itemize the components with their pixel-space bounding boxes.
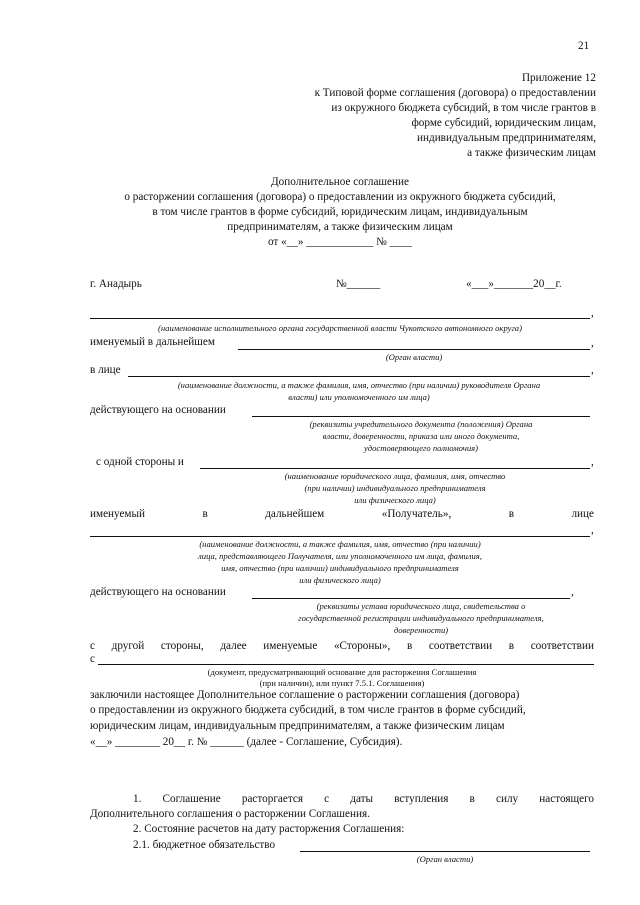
- comma: ,: [591, 364, 594, 376]
- comma: ,: [591, 307, 594, 319]
- word: именуемый: [90, 508, 146, 520]
- document-hint: (документ, предусматривающий основание для расторжения Соглашения: [207, 667, 477, 677]
- word: дальнейшем: [265, 508, 325, 520]
- comma: ,: [591, 337, 594, 349]
- word: силу: [496, 793, 519, 805]
- page-number: 21: [578, 40, 590, 52]
- title-date-number: от «__» ____________ № ____: [267, 236, 413, 248]
- word: в: [469, 793, 475, 805]
- acting-line: [252, 416, 590, 417]
- appendix-line: индивидуальным предпринимателям,: [417, 132, 596, 144]
- clause-1-line-2: Дополнительного соглашения о расторжении Соглашения.: [90, 808, 370, 820]
- appendix-line: Приложение 12: [521, 72, 596, 84]
- word: в: [406, 640, 413, 652]
- requisites-hint: (реквизиты учредительного документа (положения) Органа: [309, 419, 533, 429]
- document-line: [98, 664, 594, 665]
- recipient-position-hint: или физического лица): [299, 575, 381, 585]
- appendix-line: к Типовой форме соглашения (договора) о предоставлении: [314, 87, 596, 99]
- recipient-phrase: [90, 508, 594, 520]
- charter-line: [252, 598, 570, 599]
- position-hint: (наименование должности, а также фамилия, имя, отчество (при наличии) руководителя Органа: [177, 380, 541, 390]
- title-line: предпринимателям, а также физическим лицам: [227, 221, 453, 233]
- organ-hint: (наименование исполнительного органа государственной власти Чукотского автономного округа): [158, 323, 522, 333]
- document-hint: (при наличии), или пункт 7.5.1. Соглашения): [259, 678, 425, 688]
- legal-entity-hint: или физического лица): [354, 495, 436, 505]
- recipient-position-hint: лица, представляющего Получателя, или уполномоченного им лица, фамилия,: [198, 551, 482, 561]
- agreement-date: «___»_______20__г.: [466, 278, 562, 290]
- word: с: [324, 793, 330, 805]
- organ-vlasti-hint: (Орган власти): [385, 352, 443, 362]
- in-person-line: [128, 376, 590, 377]
- word: именуемые: [263, 640, 318, 652]
- clause-2-1-hint: (Орган власти): [416, 854, 474, 864]
- appendix-line: форме субсидий, юридическим лицам,: [411, 117, 596, 129]
- word: лице: [571, 508, 594, 520]
- word: стороны,: [160, 640, 204, 652]
- city: г. Анадырь: [90, 278, 142, 290]
- recipient-position-hint: имя, отчество (при наличии) индивидуального предпринимателя: [221, 563, 459, 573]
- organ-name-line: [90, 318, 590, 319]
- charter-hint: доверенности): [393, 625, 449, 635]
- with-label: с: [90, 653, 95, 665]
- acting-label: действующего на основании: [90, 404, 226, 416]
- charter-hint: государственной регистрации индивидуального предпринимателя,: [298, 613, 544, 623]
- position-hint: власти) или уполномоченного им лица): [288, 392, 430, 402]
- appendix-line: из окружного бюджета субсидий, в том числе грантов в: [331, 102, 596, 114]
- body-line: заключили настоящее Дополнительное соглашение о расторжении соглашения (договора): [90, 689, 520, 701]
- word: 1.: [133, 793, 142, 805]
- legal-entity-line: [200, 468, 590, 469]
- word: вступления: [394, 793, 449, 805]
- legal-entity-hint: (при наличии) индивидуального предпринимателя: [304, 483, 486, 493]
- comma: ,: [571, 586, 574, 598]
- named-label: именуемый в дальнейшем: [90, 336, 215, 348]
- recipient-position-hint: (наименование должности, а также фамилия, имя, отчество (при наличии): [199, 539, 481, 549]
- title-line: Дополнительное соглашение: [271, 176, 409, 188]
- word: в: [508, 508, 514, 520]
- comma: ,: [591, 524, 594, 536]
- word: другой: [111, 640, 145, 652]
- word: соответствии: [428, 640, 493, 652]
- word: соответствии: [530, 640, 594, 652]
- title-line: в том числе грантов в форме субсидий, юридическим лицам, индивидуальным: [152, 206, 528, 218]
- in-person-label: в лице: [90, 364, 121, 376]
- requisites-hint: власти, доверенности, приказа или иного документа,: [322, 431, 520, 441]
- charter-hint: (реквизиты устава юридического лица, свидетельства о: [316, 601, 526, 611]
- word: расторгается: [241, 793, 303, 805]
- word: далее: [220, 640, 247, 652]
- other-side-phrase: [90, 640, 594, 652]
- word: настоящего: [539, 793, 594, 805]
- requisites-hint: удостоверяющего полномочия): [363, 443, 479, 453]
- word: в: [508, 640, 515, 652]
- body-line: «__» ________ 20__ г. № ______ (далее - Соглашение, Субсидия).: [90, 736, 403, 748]
- word: Соглашение: [162, 793, 221, 805]
- appendix-line: а также физическим лицам: [467, 147, 596, 159]
- body-line: о предоставлении из окружного бюджета субсидий, в том числе грантов в форме субсидий,: [90, 704, 526, 716]
- acting-label-2: действующего на основании: [90, 586, 226, 598]
- word: даты: [350, 793, 374, 805]
- agreement-number: №______: [336, 278, 381, 290]
- recipient-person-line: [90, 536, 590, 537]
- word: «Стороны»,: [333, 640, 391, 652]
- title-line: о расторжении соглашения (договора) о предоставлении из окружного бюджета субсидий,: [124, 191, 556, 203]
- clause-2: 2. Состояние расчетов на дату расторжения Соглашения:: [133, 823, 405, 835]
- budget-obligation-line: [300, 851, 590, 852]
- comma: ,: [591, 456, 594, 468]
- clause-2-1: 2.1. бюджетное обязательство: [133, 839, 276, 851]
- clause-1: [133, 793, 594, 805]
- body-line: юридическим лицам, индивидуальным предпринимателям, а также физическим лицам: [90, 720, 505, 732]
- named-line: [238, 349, 590, 350]
- word: «Получатель»,: [381, 508, 452, 520]
- one-side-label: с одной стороны и: [96, 456, 184, 468]
- word: в: [202, 508, 208, 520]
- legal-entity-hint: (наименование юридического лица, фамилия, имя, отчество: [284, 471, 506, 481]
- word: с: [90, 640, 95, 652]
